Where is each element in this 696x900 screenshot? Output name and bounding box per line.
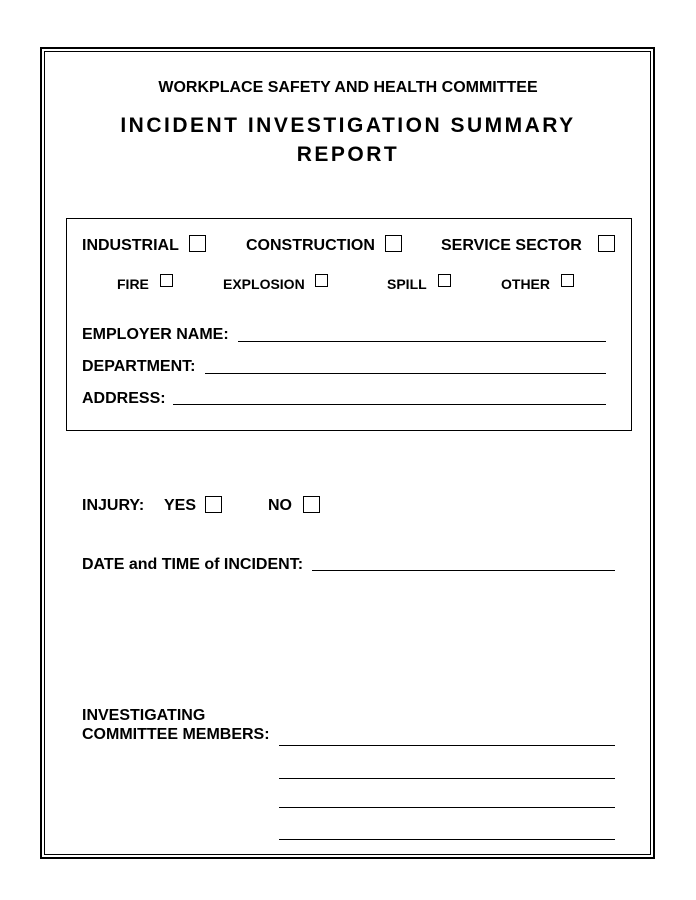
fire-checkbox[interactable] <box>160 274 173 287</box>
department-label: DEPARTMENT: <box>82 358 196 375</box>
service-sector-checkbox[interactable] <box>598 235 615 252</box>
report-title-line2: REPORT <box>296 143 400 166</box>
injury-yes-checkbox[interactable] <box>205 496 222 513</box>
date-time-label: DATE and TIME of INCIDENT: <box>82 556 304 573</box>
injury-label: INJURY: <box>82 497 145 514</box>
committee-member-line-2[interactable] <box>279 778 615 779</box>
committee-member-line-1[interactable] <box>279 745 615 746</box>
explosion-label: EXPLOSION <box>223 276 305 292</box>
department-line[interactable] <box>205 373 606 374</box>
explosion-checkbox[interactable] <box>315 274 328 287</box>
report-title <box>0 111 696 169</box>
committee-heading: WORKPLACE SAFETY AND HEALTH COMMITTEE <box>158 79 538 96</box>
construction-label: CONSTRUCTION <box>246 237 375 254</box>
spill-checkbox[interactable] <box>438 274 451 287</box>
industrial-checkbox[interactable] <box>189 235 206 252</box>
injury-no-label: NO <box>268 497 292 514</box>
committee-member-line-4[interactable] <box>279 839 615 840</box>
injury-yes-label: YES <box>164 497 197 514</box>
service-sector-label: SERVICE SECTOR <box>441 237 582 254</box>
injury-no-checkbox[interactable] <box>303 496 320 513</box>
construction-checkbox[interactable] <box>385 235 402 252</box>
employer-name-label: EMPLOYER NAME: <box>82 326 229 343</box>
committee-members-label-line1: INVESTIGATING <box>82 707 206 724</box>
other-label: OTHER <box>501 276 550 292</box>
committee-members-label-line2: COMMITTEE MEMBERS: <box>82 726 270 743</box>
report-title-line1: INCIDENT INVESTIGATION SUMMARY <box>120 114 576 137</box>
employer-name-line[interactable] <box>238 341 606 342</box>
address-label: ADDRESS: <box>82 390 166 407</box>
address-line[interactable] <box>173 404 606 405</box>
industrial-label: INDUSTRIAL <box>82 237 179 254</box>
committee-member-line-3[interactable] <box>279 807 615 808</box>
date-time-line[interactable] <box>312 570 615 571</box>
spill-label: SPILL <box>387 276 427 292</box>
fire-label: FIRE <box>117 276 149 292</box>
other-checkbox[interactable] <box>561 274 574 287</box>
